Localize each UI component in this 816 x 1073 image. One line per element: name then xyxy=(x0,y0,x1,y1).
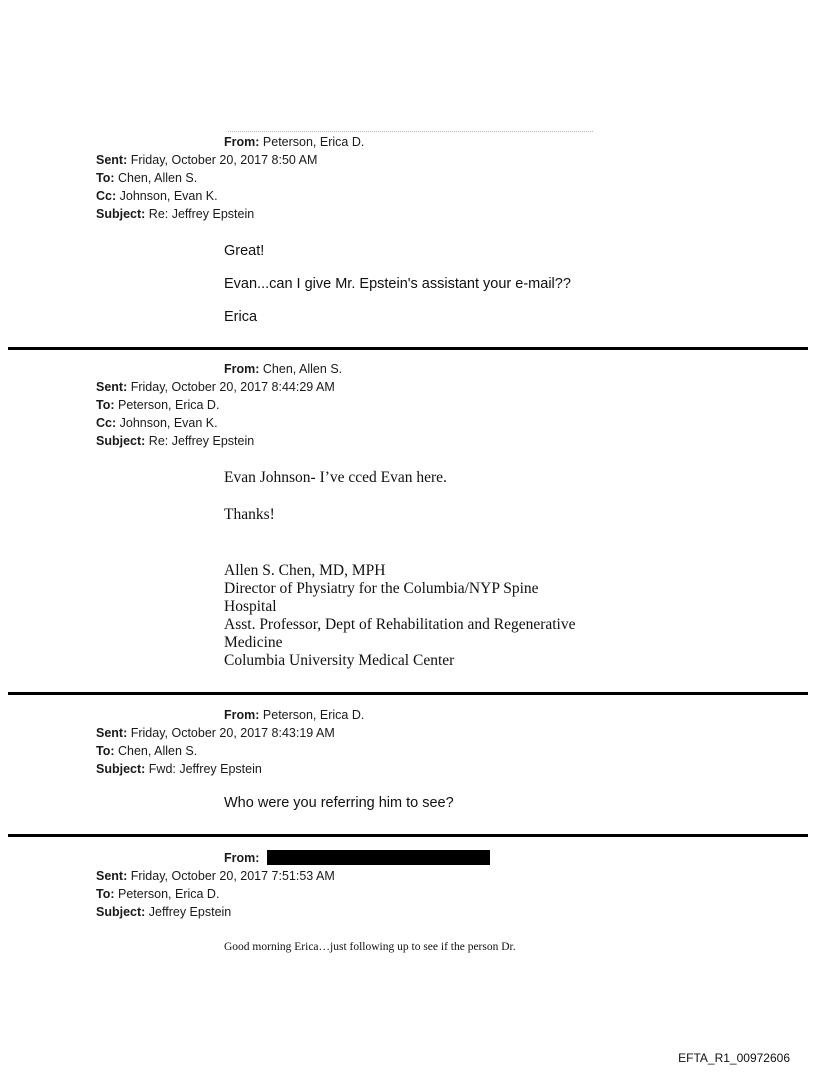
signature-line: Allen S. Chen, MD, MPH xyxy=(224,562,386,579)
sent-line: Sent: Friday, October 20, 2017 7:51:53 AM xyxy=(96,869,335,883)
document-id: EFTA_R1_00972606 xyxy=(678,1051,790,1065)
email-header xyxy=(96,867,335,921)
subject-value: Re: Jeffrey Epstein xyxy=(148,207,255,221)
from-label: From: xyxy=(224,708,260,722)
header-separator xyxy=(228,131,593,132)
signature-line: Asst. Professor, Dept of Rehabilitation and Regenerative xyxy=(224,616,576,633)
email-body-line: Good morning Erica…just following up to see if the person Dr. xyxy=(224,941,516,953)
email-header xyxy=(96,724,335,778)
email-from-line xyxy=(224,133,364,151)
cc-line: Cc: Johnson, Evan K. xyxy=(96,416,218,430)
subject-line: Subject: Fwd: Jeffrey Epstein xyxy=(96,762,262,776)
signature-line: Medicine xyxy=(224,634,283,651)
message-divider xyxy=(8,692,808,695)
subject-line: Subject: Re: Jeffrey Epstein xyxy=(96,434,255,448)
signature-line: Hospital xyxy=(224,598,277,615)
to-value: Peterson, Erica D. xyxy=(118,887,220,901)
sent-value: Friday, October 20, 2017 8:44:29 AM xyxy=(130,380,335,394)
email-body-line: Who were you referring him to see? xyxy=(224,795,454,811)
cc-value: Johnson, Evan K. xyxy=(119,189,218,203)
subject-line: Subject: Re: Jeffrey Epstein xyxy=(96,207,255,221)
to-value: Chen, Allen S. xyxy=(118,744,198,758)
email-signature xyxy=(224,562,604,670)
message-divider xyxy=(8,347,808,350)
email-body-line: Evan Johnson- I’ve cced Evan here. xyxy=(224,469,447,486)
signature-line: Columbia University Medical Center xyxy=(224,652,455,669)
message-divider xyxy=(8,834,808,837)
cc-value: Johnson, Evan K. xyxy=(119,416,218,430)
email-header xyxy=(96,378,335,450)
from-value: Chen, Allen S. xyxy=(262,362,343,376)
to-line: To: Peterson, Erica D. xyxy=(96,887,220,901)
subject-value: Jeffrey Epstein xyxy=(148,905,232,919)
sent-line: Sent: Friday, October 20, 2017 8:44:29 AM xyxy=(96,380,335,394)
email-body-line: Erica xyxy=(224,309,258,325)
email-from-line xyxy=(224,360,342,378)
email-header xyxy=(96,151,317,223)
email-body-line: Thanks! xyxy=(224,506,275,523)
cc-line: Cc: Johnson, Evan K. xyxy=(96,189,218,203)
sent-value: Friday, October 20, 2017 8:50 AM xyxy=(130,153,318,167)
email-from-line xyxy=(224,849,490,867)
signature-line: Director of Physiatry for the Columbia/NYP Spine xyxy=(224,580,539,597)
to-value: Peterson, Erica D. xyxy=(118,398,220,412)
subject-value: Re: Jeffrey Epstein xyxy=(148,434,255,448)
to-value: Chen, Allen S. xyxy=(118,171,198,185)
to-line: To: Chen, Allen S. xyxy=(96,171,198,185)
to-line: To: Chen, Allen S. xyxy=(96,744,198,758)
subject-line: Subject: Jeffrey Epstein xyxy=(96,905,232,919)
email-body-line: Evan...can I give Mr. Epstein's assistant your e-mail?? xyxy=(224,276,571,292)
from-value: Peterson, Erica D. xyxy=(262,708,365,722)
from-value: Peterson, Erica D. xyxy=(262,135,365,149)
sent-line: Sent: Friday, October 20, 2017 8:43:19 AM xyxy=(96,726,335,740)
redaction-bar xyxy=(267,850,490,865)
subject-value: Fwd: Jeffrey Epstein xyxy=(148,762,262,776)
from-label: From: xyxy=(224,851,260,865)
from-label: From: xyxy=(224,135,260,149)
sent-value: Friday, October 20, 2017 8:43:19 AM xyxy=(130,726,335,740)
sent-value: Friday, October 20, 2017 7:51:53 AM xyxy=(130,869,335,883)
sent-line: Sent: Friday, October 20, 2017 8:50 AM xyxy=(96,153,318,167)
email-body-line: Great! xyxy=(224,243,265,259)
from-label: From: xyxy=(224,362,260,376)
email-from-line xyxy=(224,706,364,724)
to-line: To: Peterson, Erica D. xyxy=(96,398,220,412)
